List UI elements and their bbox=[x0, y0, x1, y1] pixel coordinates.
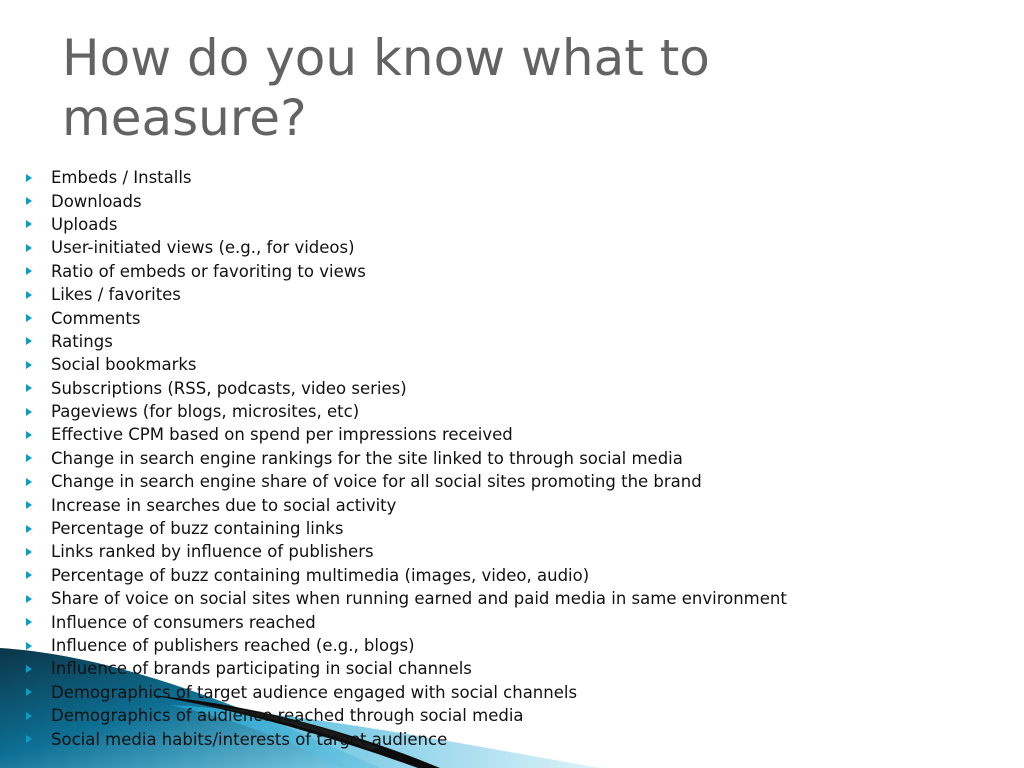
bullet-item bbox=[20, 236, 787, 259]
triangle-bullet-icon bbox=[24, 477, 34, 487]
bullet-text: Change in search engine rankings for the site linked to through social media bbox=[51, 448, 683, 468]
bullet-item bbox=[20, 353, 787, 376]
bullet-text: Links ranked by influence of publishers bbox=[51, 542, 374, 562]
bullet-item bbox=[20, 564, 787, 587]
bullet-item bbox=[20, 681, 787, 704]
bullet-text: Influence of consumers reached bbox=[51, 612, 316, 632]
triangle-bullet-icon bbox=[24, 219, 34, 229]
triangle-bullet-icon bbox=[24, 243, 34, 253]
triangle-bullet-icon bbox=[24, 594, 34, 604]
bullet-text: Pageviews (for blogs, microsites, etc) bbox=[51, 402, 360, 422]
bullet-text: Ratings bbox=[51, 331, 113, 351]
bullet-text: Percentage of buzz containing multimedia (images, video, audio) bbox=[51, 565, 590, 585]
bullet-item bbox=[20, 727, 787, 750]
bullet-item bbox=[20, 587, 787, 610]
bullet-text: Embeds / Installs bbox=[51, 168, 192, 188]
bullet-item bbox=[20, 400, 787, 423]
triangle-bullet-icon bbox=[24, 407, 34, 417]
bullet-item bbox=[20, 283, 787, 306]
bullet-text: User-initiated views (e.g., for videos) bbox=[51, 238, 355, 258]
triangle-bullet-icon bbox=[24, 570, 34, 580]
triangle-bullet-icon bbox=[24, 383, 34, 393]
triangle-bullet-icon bbox=[24, 547, 34, 557]
triangle-bullet-icon bbox=[24, 196, 34, 206]
bullet-item bbox=[20, 704, 787, 727]
bullet-item bbox=[20, 423, 787, 446]
bullet-item bbox=[20, 377, 787, 400]
slide-title: How do you know what to measure? bbox=[62, 29, 710, 147]
bullet-item bbox=[20, 517, 787, 540]
bullet-text: Influence of publishers reached (e.g., blogs) bbox=[51, 636, 415, 655]
bullet-item bbox=[20, 610, 787, 633]
triangle-bullet-icon bbox=[24, 173, 34, 183]
triangle-bullet-icon bbox=[24, 266, 34, 276]
triangle-bullet-icon bbox=[24, 430, 34, 440]
triangle-bullet-icon bbox=[24, 500, 34, 510]
bullet-list bbox=[20, 166, 787, 751]
bullet-text: Influence of brands participating in social channels bbox=[51, 659, 472, 679]
triangle-bullet-icon bbox=[24, 336, 34, 346]
bullet-item bbox=[20, 470, 787, 493]
bullet-item bbox=[20, 657, 787, 680]
bullet-text: Change in search engine share of voice for all social sites promoting the brand bbox=[51, 472, 702, 492]
bullet-item bbox=[20, 447, 787, 470]
bullet-text: Percentage of buzz containing links bbox=[51, 519, 344, 539]
bullet-text: Ratio of embeds or favoriting to views bbox=[51, 261, 366, 281]
bullet-text: Downloads bbox=[51, 191, 142, 211]
triangle-bullet-icon bbox=[24, 664, 34, 674]
triangle-bullet-icon bbox=[24, 290, 34, 300]
bullet-text: Likes / favorites bbox=[51, 285, 181, 305]
bullet-text: Uploads bbox=[51, 214, 118, 234]
triangle-bullet-icon bbox=[24, 734, 34, 744]
triangle-bullet-icon bbox=[24, 711, 34, 721]
bullet-text: Subscriptions (RSS, podcasts, video series) bbox=[51, 378, 407, 398]
bullet-text: Share of voice on social sites when running earned and paid media in same environment bbox=[51, 589, 787, 609]
bullet-text: Demographics of audience reached through social media bbox=[51, 706, 524, 726]
triangle-bullet-icon bbox=[24, 687, 34, 697]
bullet-item bbox=[20, 540, 787, 563]
triangle-bullet-icon bbox=[24, 453, 34, 463]
bullet-item bbox=[20, 493, 787, 516]
bullet-item bbox=[20, 260, 787, 283]
bullet-text: Effective CPM based on spend per impressions received bbox=[51, 425, 513, 445]
bullet-text: Demographics of target audience engaged with social channels bbox=[51, 682, 578, 702]
bullet-item bbox=[20, 189, 787, 212]
triangle-bullet-icon bbox=[24, 313, 34, 323]
triangle-bullet-icon bbox=[24, 360, 34, 370]
bullet-item bbox=[20, 166, 787, 189]
bullet-item bbox=[20, 213, 787, 236]
bullet-item bbox=[20, 330, 787, 353]
bullet-text: Social media habits/interests of target audience bbox=[51, 729, 448, 749]
triangle-bullet-icon bbox=[24, 641, 34, 651]
bullet-text: Increase in searches due to social activity bbox=[51, 495, 397, 515]
bullet-text: Social bookmarks bbox=[51, 355, 197, 375]
bullet-item bbox=[20, 634, 787, 657]
triangle-bullet-icon bbox=[24, 524, 34, 534]
bullet-text: Comments bbox=[51, 308, 141, 328]
bullet-item bbox=[20, 306, 787, 329]
triangle-bullet-icon bbox=[24, 617, 34, 627]
